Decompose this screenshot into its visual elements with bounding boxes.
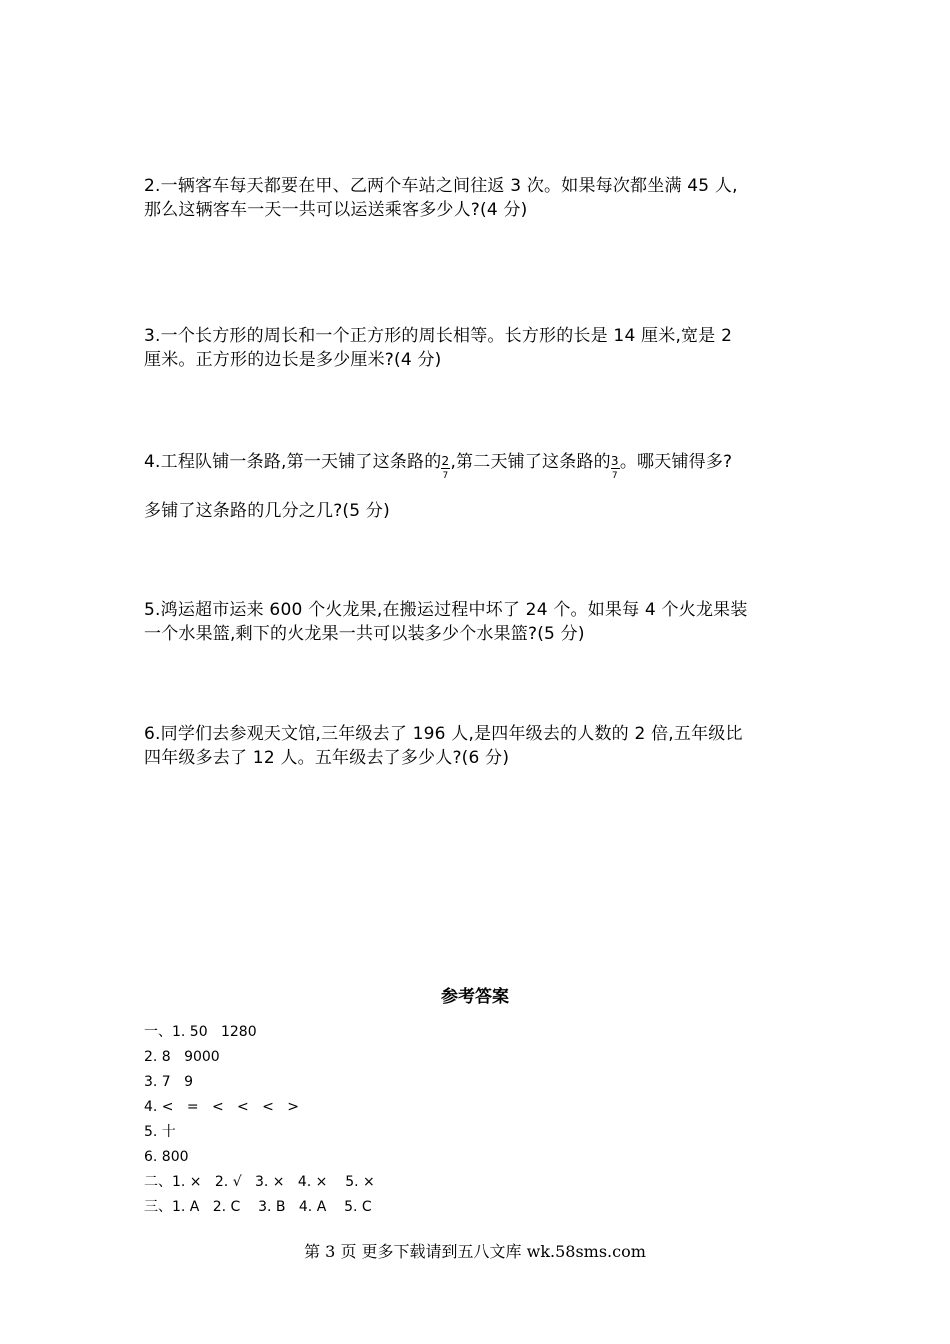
answer-line: 6. 800 [144, 1149, 189, 1165]
question-3 [144, 324, 809, 372]
answer-key-list [144, 1020, 744, 1220]
question-4-line-2: 多铺了这条路的几分之几?(5 分) [144, 501, 390, 521]
answer-line: 2. 8 9000 [144, 1049, 220, 1065]
page-footer: 第 3 页 更多下载请到五八文库 wk.58sms.com [304, 1242, 646, 1261]
answer-line: 3. 7 9 [144, 1074, 193, 1090]
question-2 [144, 174, 809, 222]
fraction-three-sevenths [610, 450, 620, 481]
answer-line: 5. 十 [144, 1124, 176, 1140]
fraction-2-numerator: 3 [610, 454, 619, 468]
fraction-2-bar [611, 468, 620, 469]
answer-line: 三、1. A 2. C 3. B 4. A 5. C [144, 1199, 372, 1215]
question-6-line-2: 四年级多去了 12 人。五年级去了多少人?(6 分) [144, 748, 510, 768]
answer-line: 4. < = < < < > [144, 1099, 299, 1115]
question-5-line-2: 一个水果篮,剩下的火龙果一共可以装多少个水果篮?(5 分) [144, 624, 585, 644]
question-5-line-1: 5.鸿运超市运来 600 个火龙果,在搬运过程中坏了 24 个。如果每 4 个火龙果装 [144, 600, 748, 620]
question-3-line-2: 厘米。正方形的边长是多少厘米?(4 分) [144, 350, 442, 370]
question-6 [144, 722, 809, 770]
fraction-two-sevenths [441, 450, 450, 481]
question-4-text-part-3: 。哪天铺得多? [619, 452, 733, 472]
question-4 [144, 450, 809, 523]
fraction-1-numerator: 2 [441, 454, 450, 468]
question-4-text-part-1: 4.工程队铺一条路,第一天铺了这条路的 [144, 452, 442, 472]
answer-line: 二、1. × 2. √ 3. × 4. × 5. × [144, 1174, 375, 1190]
answer-line: 一、1. 50 1280 [144, 1024, 257, 1040]
question-2-line-2: 那么这辆客车一天一共可以运送乘客多少人?(4 分) [144, 200, 528, 220]
question-6-line-1: 6.同学们去参观天文馆,三年级去了 196 人,是四年级去的人数的 2 倍,五年级比 [144, 724, 743, 744]
fraction-1-bar [441, 468, 450, 469]
question-2-line-1: 2.一辆客车每天都要在甲、乙两个车站之间往返 3 次。如果每次都坐满 45 人, [144, 176, 738, 196]
question-5 [144, 598, 809, 646]
question-3-line-1: 3.一个长方形的周长和一个正方形的周长相等。长方形的长是 14 厘米,宽是 2 [144, 326, 733, 346]
fraction-2-denominator: 7 [611, 471, 618, 481]
question-4-text-part-2: ,第二天铺了这条路的 [450, 452, 611, 472]
answer-key-title: 参考答案 [441, 987, 509, 1007]
fraction-1-denominator: 7 [442, 471, 449, 481]
question-4-line-1 [144, 450, 809, 481]
